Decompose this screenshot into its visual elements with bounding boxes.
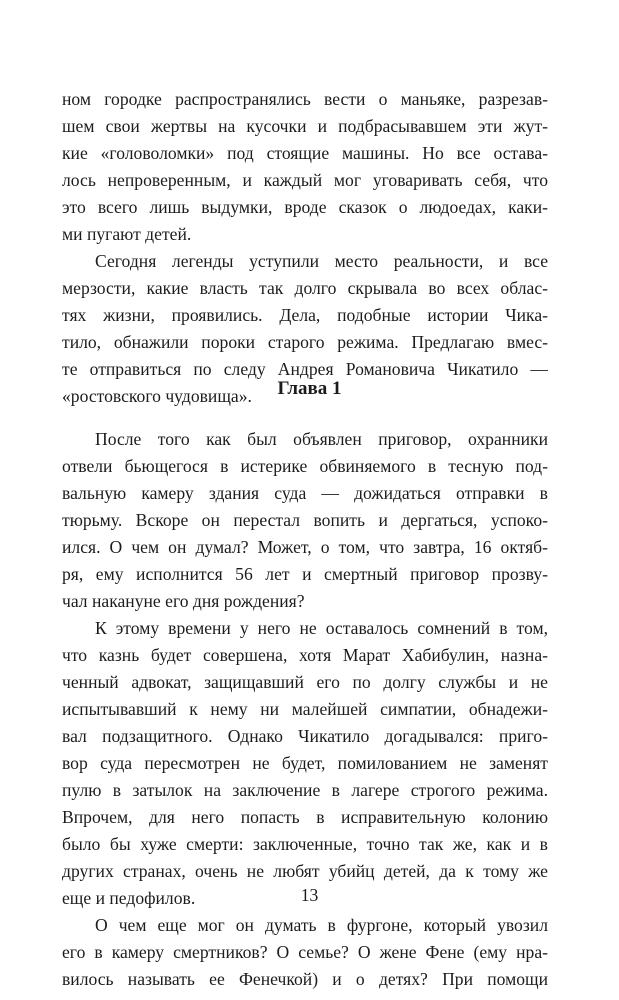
text-line: ился. О чем он думал? Может, о том, что завтра, 16 октяб- [62,537,548,557]
text-line: Впрочем, для него попасть в исправительную колонию [62,807,548,827]
text-line: вал подзащитного. Однако Чикатило догадывался: приго- [62,726,548,746]
text-line: отвели бьющегося в истерике обвиняемого в тесную под- [62,456,548,476]
text-line: вилось называть ее Фенечкой) и о детях? При помощи [62,969,548,989]
chapter-title: Глава 1 [277,378,342,399]
text-line: еще и педофилов. [62,888,196,908]
text-line: тило, обнажили пороки старого режима. Предлагаю вмес- [62,332,548,352]
text-line: лось непроверенным, и каждый мог уговаривать себя, что [62,170,548,190]
text-line: было бы хуже смерти: заключенные, точно так же, как и в [62,834,548,854]
text-line: чал накануне его дня рождения? [62,591,305,611]
text-line: мерзости, какие власть так долго скрывала во всех облас- [62,278,548,298]
text-line: те отправиться по следу Андрея Романовича Чикатило — [62,359,548,379]
text-line: ченный адвокат, защищавший его по долгу службы и не [62,672,548,692]
text-line: Сегодня легенды уступили место реальности, и все [95,251,548,271]
text-line: это всего лишь выдумки, вроде сказок о людоедах, каки- [62,197,548,217]
text-line: ном городке распространялись вести о маньяке, разрезав- [62,89,548,109]
text-line: ря, ему исполнится 56 лет и смертный приговор прозву- [62,564,548,584]
text-line: тях жизни, проявились. Дела, подобные истории Чика- [62,305,548,325]
text-line: что казнь будет совершена, хотя Марат Хабибулин, назна- [62,645,548,665]
text-line: тюрьму. Вскоре он перестал вопить и дергаться, успоко- [62,510,548,530]
text-line: кие «головоломки» под стоящие машины. Но все остава- [62,143,548,163]
text-line: После того как был объявлен приговор, охранники [95,429,548,449]
text-line: К этому времени у него не оставалось сомнений в том, [95,618,548,638]
text-line: О чем еще мог он думать в фургоне, который увозил [95,915,548,935]
text-line: испытывавший к нему ни малейшей симпатии, обнадежи- [62,699,548,719]
page-number: 13 [300,885,319,905]
text-line: других странах, очень не любят убийц детей, да к тому же [62,861,548,881]
text-line: вор суда пересмотрен не будет, помилованием не заменят [62,753,548,773]
text-line: шем свои жертвы на кусочки и подбрасывавшем эти жут- [62,116,548,136]
text-line: вальную камеру здания суда — дожидаться отправки в [62,483,548,503]
text-line: ми пугают детей. [62,224,192,244]
text-line: «ростовского чудовища». [62,386,252,406]
text-line: его в камеру смертников? О семье? О жене Фене (ему нра- [62,942,548,962]
text-line: пулю в затылок на заключение в лагере строгого режима. [62,780,548,800]
intro-text [62,86,548,410]
